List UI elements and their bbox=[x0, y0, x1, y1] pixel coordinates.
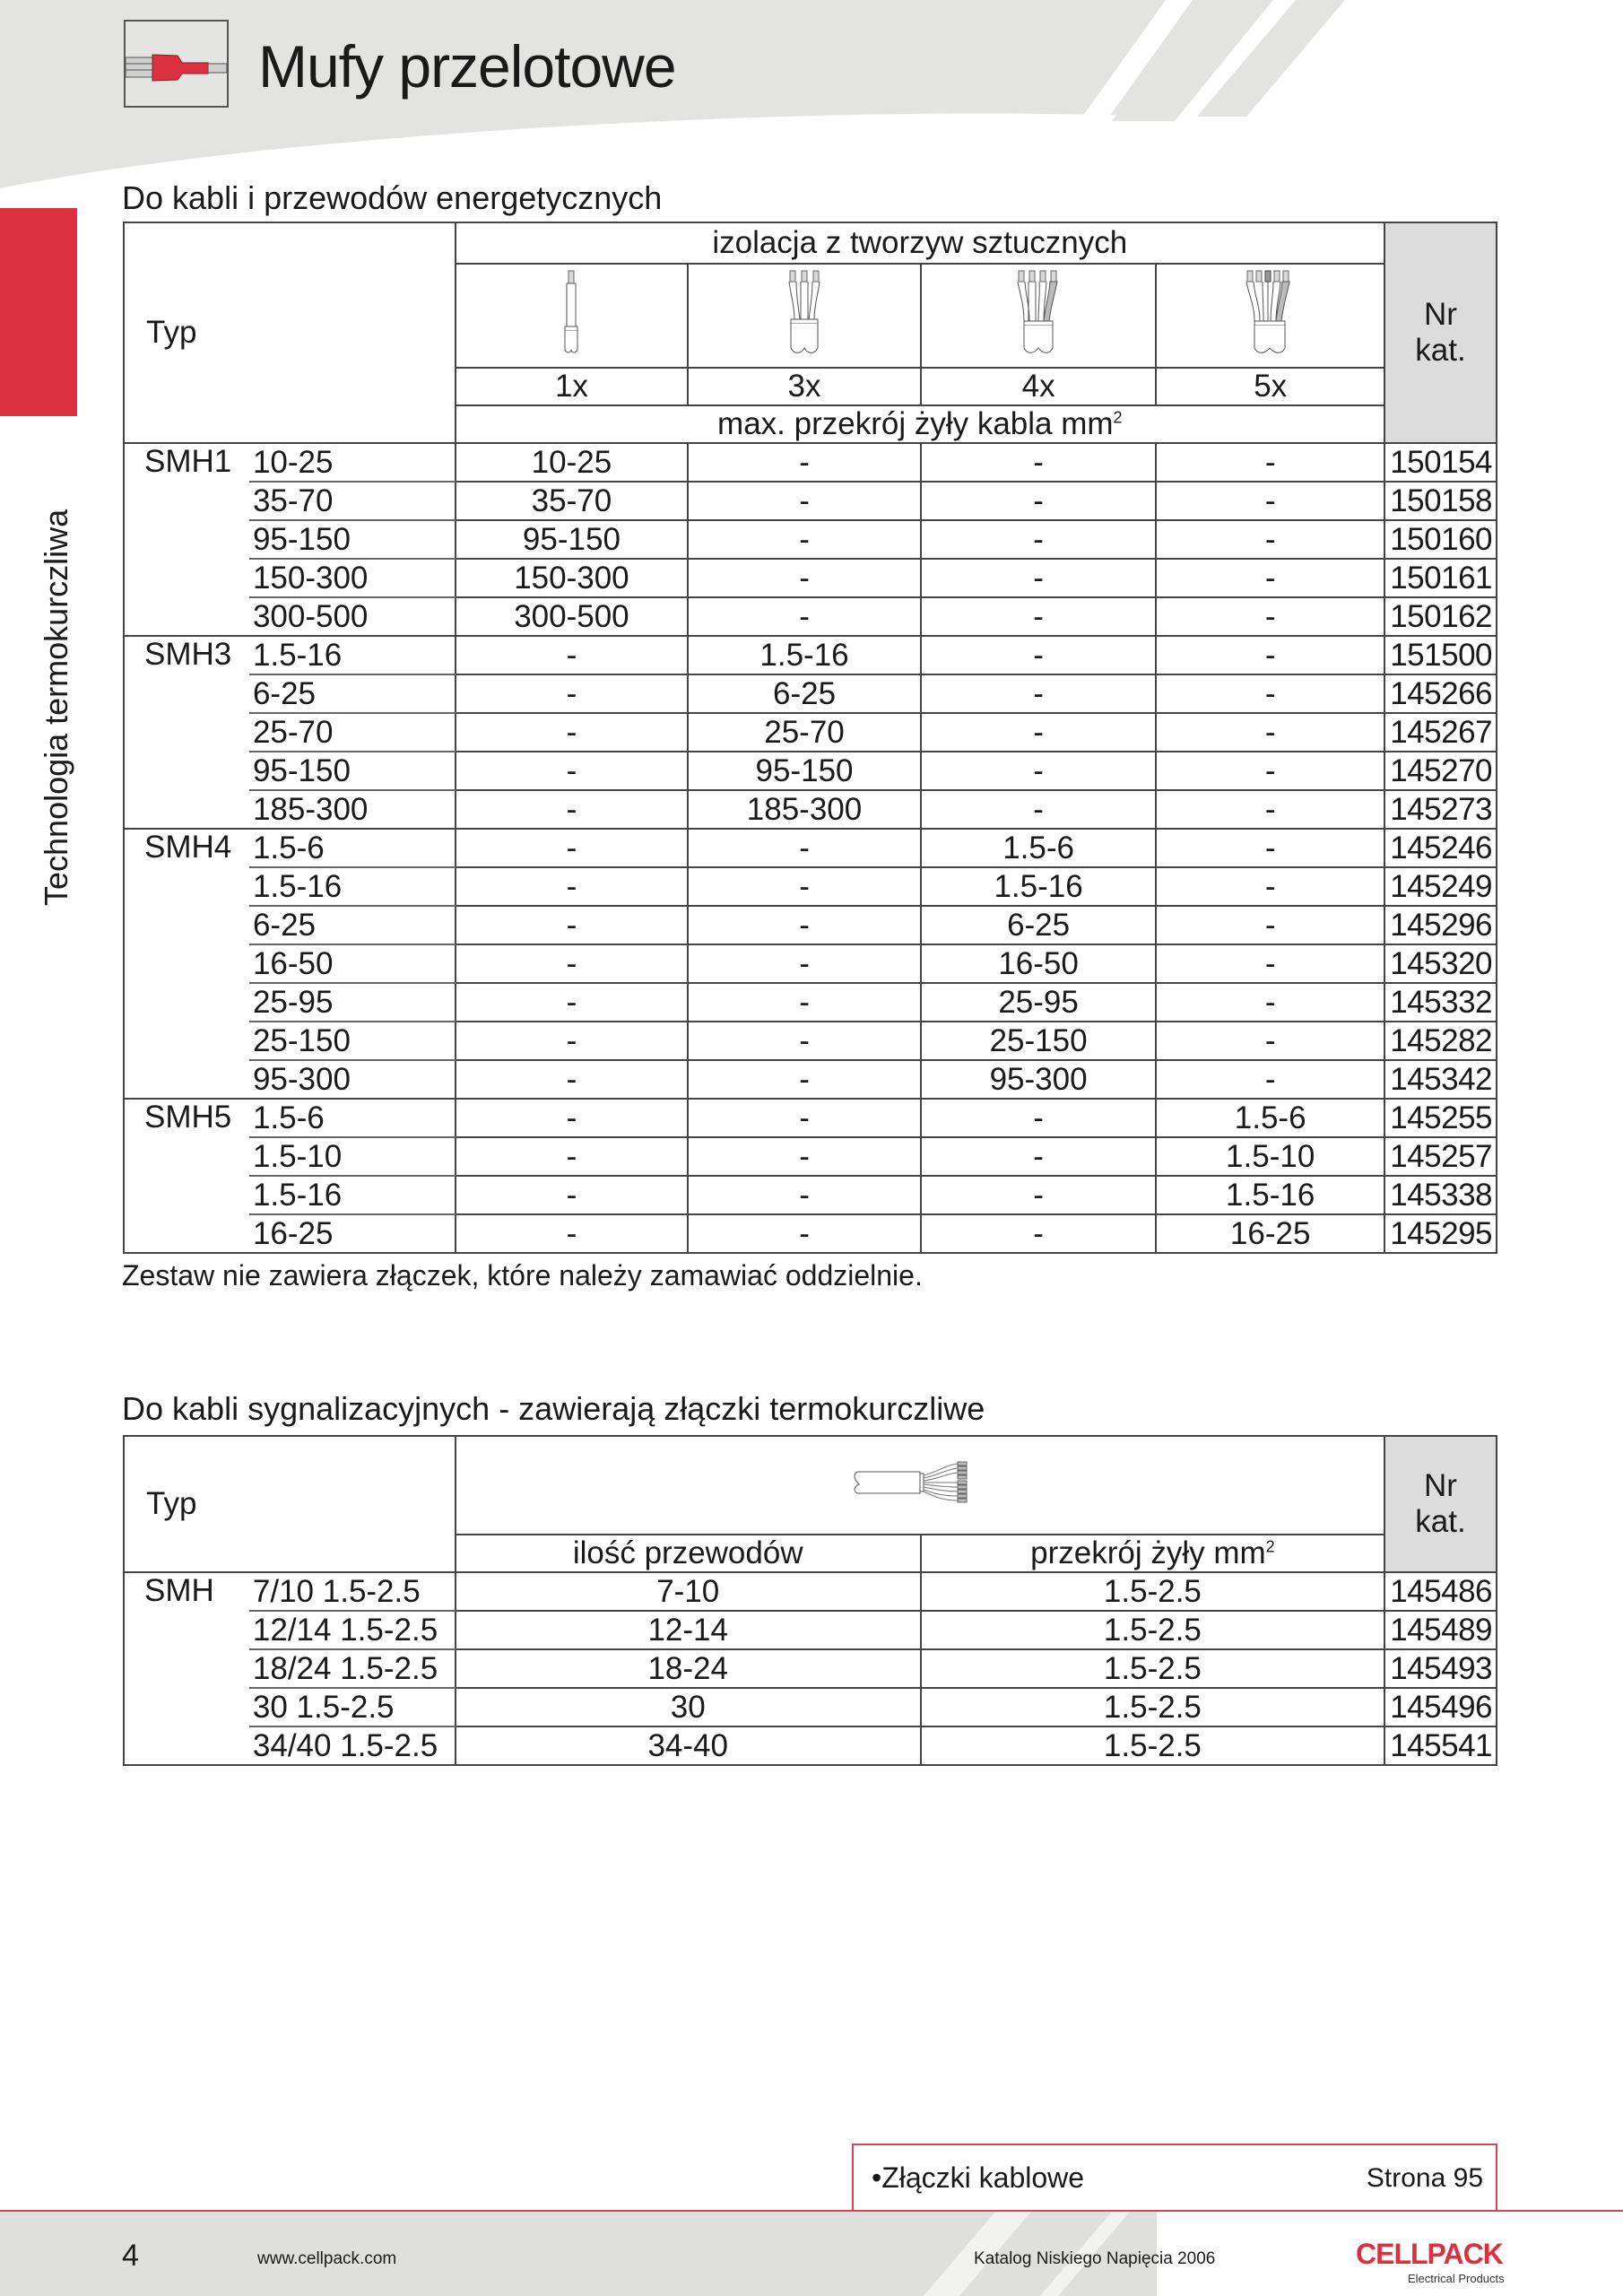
cores-1x-value: - bbox=[456, 1022, 689, 1060]
cores-3x-value: - bbox=[688, 1214, 921, 1253]
type-code bbox=[124, 752, 249, 790]
table-row bbox=[124, 520, 1497, 559]
size-range: 35-70 bbox=[249, 482, 456, 520]
catalog-number: 145332 bbox=[1384, 983, 1497, 1022]
wire-cross-section-value: 1.5-2.5 bbox=[921, 1726, 1384, 1765]
bullet-icon: • bbox=[872, 2161, 882, 2194]
size-range: 34/40 1.5-2.5 bbox=[249, 1726, 456, 1765]
page-title: Mufy przelotowe bbox=[258, 33, 676, 100]
typ-header-label: Typ bbox=[146, 315, 197, 350]
catalog-number: 150160 bbox=[1384, 520, 1497, 559]
type-code bbox=[124, 906, 249, 944]
cores-3x-value: - bbox=[688, 906, 921, 944]
cores-3x-value: - bbox=[688, 482, 921, 520]
cores-5x-value: - bbox=[1156, 1060, 1384, 1099]
catalog-number: 151500 bbox=[1384, 636, 1497, 674]
cores-3x-value: - bbox=[688, 559, 921, 597]
cores-3x-value: 185-300 bbox=[688, 790, 921, 829]
cores-3x-value: - bbox=[688, 944, 921, 983]
size-range: 25-95 bbox=[249, 983, 456, 1022]
cores-4x-value: - bbox=[921, 482, 1157, 520]
table-row bbox=[124, 906, 1497, 944]
cores-5x-value: - bbox=[1156, 482, 1384, 520]
size-range: 16-50 bbox=[249, 944, 456, 983]
table-row bbox=[124, 944, 1497, 983]
type-code bbox=[124, 944, 249, 983]
nr-kat-line2: kat. bbox=[1415, 333, 1466, 368]
wire-cross-section-value: 1.5-2.5 bbox=[921, 1688, 1384, 1726]
cores-3x-value: 95-150 bbox=[688, 752, 921, 790]
cores-5x-value: - bbox=[1156, 867, 1384, 906]
multicore-signal-cable-icon bbox=[456, 1436, 1384, 1535]
type-code: SMH5 bbox=[124, 1099, 249, 1137]
type-code bbox=[124, 713, 249, 752]
cores-1x-value: 300-500 bbox=[456, 597, 689, 636]
cores-3x-value: - bbox=[688, 829, 921, 867]
cores-4x-value: - bbox=[921, 674, 1157, 713]
type-code bbox=[124, 559, 249, 597]
type-code bbox=[124, 674, 249, 713]
catalog-number: 145493 bbox=[1384, 1649, 1497, 1688]
cores-5x-value: - bbox=[1156, 790, 1384, 829]
table-row bbox=[124, 674, 1497, 713]
table-row bbox=[124, 752, 1497, 790]
wire-count-value: 34-40 bbox=[456, 1726, 921, 1765]
cores-4x-value: 1.5-6 bbox=[921, 829, 1157, 867]
catalog-number: 150161 bbox=[1384, 559, 1497, 597]
size-range: 95-150 bbox=[249, 520, 456, 559]
table-row bbox=[124, 482, 1497, 520]
cores-1x-value: - bbox=[456, 713, 689, 752]
type-code bbox=[124, 1022, 249, 1060]
cores-4x-value: - bbox=[921, 636, 1157, 674]
cores-4x-value: - bbox=[921, 1137, 1157, 1176]
cores-5x-value: - bbox=[1156, 906, 1384, 944]
table-row bbox=[124, 1176, 1497, 1214]
cores-1x-value: - bbox=[456, 636, 689, 674]
cores-1x-value: - bbox=[456, 944, 689, 983]
cores-5x-value: - bbox=[1156, 636, 1384, 674]
cores-1x-value: - bbox=[456, 674, 689, 713]
cross-section-header bbox=[456, 405, 1384, 443]
cores-3x-value: - bbox=[688, 597, 921, 636]
wire-count-header: ilość przewodów bbox=[456, 1535, 921, 1572]
catalog-number: 145295 bbox=[1384, 1214, 1497, 1253]
catalog-number: 145541 bbox=[1384, 1726, 1497, 1765]
wire-cross-section-sup: 2 bbox=[1265, 1537, 1275, 1556]
logo-tagline: Electrical Products bbox=[1408, 2272, 1505, 2285]
cores-3x-value: 1.5-16 bbox=[688, 636, 921, 674]
cores-3x-value: - bbox=[688, 1099, 921, 1137]
cores-5x-value: - bbox=[1156, 944, 1384, 983]
cores-3x-value: - bbox=[688, 983, 921, 1022]
cores-4x-value: - bbox=[921, 597, 1157, 636]
cores-5x-value: - bbox=[1156, 597, 1384, 636]
nr-kat-line1: Nr bbox=[1424, 1468, 1457, 1503]
cores-3x-value: - bbox=[688, 443, 921, 482]
cores-3x-value: - bbox=[688, 1022, 921, 1060]
typ-header bbox=[124, 222, 456, 443]
size-range: 25-70 bbox=[249, 713, 456, 752]
type-code bbox=[124, 983, 249, 1022]
size-range: 18/24 1.5-2.5 bbox=[249, 1649, 456, 1688]
cross-reference-label[interactable] bbox=[872, 2161, 1084, 2195]
cores-4x-value: - bbox=[921, 559, 1157, 597]
size-range: 300-500 bbox=[249, 597, 456, 636]
catalog-number: 145266 bbox=[1384, 674, 1497, 713]
wire-cross-section-header bbox=[921, 1535, 1384, 1572]
cores-5x-value: - bbox=[1156, 1022, 1384, 1060]
cores-3x-value: - bbox=[688, 1176, 921, 1214]
cores-4x-value: 6-25 bbox=[921, 906, 1157, 944]
type-code: SMH bbox=[124, 1572, 249, 1611]
size-range: 7/10 1.5-2.5 bbox=[249, 1572, 456, 1611]
type-code bbox=[124, 1060, 249, 1099]
size-range: 1.5-16 bbox=[249, 636, 456, 674]
type-code bbox=[124, 790, 249, 829]
cores-4x-value: 25-95 bbox=[921, 983, 1157, 1022]
cores-1x-value: - bbox=[456, 829, 689, 867]
size-range: 25-150 bbox=[249, 1022, 456, 1060]
type-code bbox=[124, 1214, 249, 1253]
cores-1x-value: - bbox=[456, 790, 689, 829]
cellpack-logo: CELLPACK bbox=[1356, 2238, 1503, 2270]
cores-4x-value: 1.5-16 bbox=[921, 867, 1157, 906]
size-range: 95-300 bbox=[249, 1060, 456, 1099]
cores-5x-value: - bbox=[1156, 983, 1384, 1022]
type-code bbox=[124, 520, 249, 559]
nr-kat-header bbox=[1384, 222, 1497, 443]
cores-1x-value: 95-150 bbox=[456, 520, 689, 559]
cores-1x-value: - bbox=[456, 1099, 689, 1137]
cores-3x-value: - bbox=[688, 867, 921, 906]
size-range: 1.5-6 bbox=[249, 1099, 456, 1137]
catalog-number: 150158 bbox=[1384, 482, 1497, 520]
nr-kat-line1: Nr bbox=[1424, 297, 1457, 332]
cores-1x-value: - bbox=[456, 1137, 689, 1176]
cores-5x-value: - bbox=[1156, 520, 1384, 559]
catalog-number: 145496 bbox=[1384, 1688, 1497, 1726]
cores-4x-value: 25-150 bbox=[921, 1022, 1157, 1060]
cores-4x-value: - bbox=[921, 443, 1157, 482]
wire-cross-section-value: 1.5-2.5 bbox=[921, 1649, 1384, 1688]
size-range: 30 1.5-2.5 bbox=[249, 1688, 456, 1726]
three-core-cable-icon bbox=[688, 264, 921, 368]
cores-5x-value: - bbox=[1156, 829, 1384, 867]
section-power-cables-title: Do kabli i przewodów energetycznych bbox=[122, 179, 663, 216]
wire-count-value: 30 bbox=[456, 1688, 921, 1726]
size-range: 6-25 bbox=[249, 906, 456, 944]
catalog-number: 145342 bbox=[1384, 1060, 1497, 1099]
table-row bbox=[124, 1688, 1497, 1726]
catalog-number: 145273 bbox=[1384, 790, 1497, 829]
type-code: SMH4 bbox=[124, 829, 249, 867]
catalog-number: 145249 bbox=[1384, 867, 1497, 906]
wire-cross-section-label: przekrój żyły mm bbox=[1030, 1535, 1266, 1570]
table-row bbox=[124, 713, 1497, 752]
power-cable-joints-table bbox=[123, 222, 1497, 1254]
table-row bbox=[124, 1214, 1497, 1253]
cores-1x-header: 1x bbox=[456, 368, 689, 405]
size-range: 1.5-16 bbox=[249, 867, 456, 906]
signal-cable-joints-table bbox=[123, 1435, 1497, 1766]
cores-3x-value: - bbox=[688, 520, 921, 559]
cross-reference-page[interactable]: Strona 95 bbox=[1366, 2163, 1483, 2193]
typ-header-label: Typ bbox=[146, 1486, 197, 1521]
cores-1x-value: 35-70 bbox=[456, 482, 689, 520]
cores-5x-value: 1.5-10 bbox=[1156, 1137, 1384, 1176]
cores-4x-value: - bbox=[921, 1176, 1157, 1214]
category-label: Technologia termokurczliwa bbox=[38, 509, 74, 906]
cores-4x-value: - bbox=[921, 1214, 1157, 1253]
nr-kat-header bbox=[1384, 1436, 1497, 1572]
typ-header bbox=[124, 1436, 456, 1572]
cores-3x-value: 25-70 bbox=[688, 713, 921, 752]
footnote: Zestaw nie zawiera złączek, które należy zamawiać oddzielnie. bbox=[122, 1259, 923, 1292]
cores-4x-value: - bbox=[921, 752, 1157, 790]
size-range: 150-300 bbox=[249, 559, 456, 597]
catalog-number: 150154 bbox=[1384, 443, 1497, 482]
type-code bbox=[124, 1137, 249, 1176]
size-range: 10-25 bbox=[249, 443, 456, 482]
cores-4x-value: - bbox=[921, 713, 1157, 752]
table-row bbox=[124, 1726, 1497, 1765]
website-link[interactable]: www.cellpack.com bbox=[257, 2249, 397, 2268]
cores-4x-header: 4x bbox=[921, 368, 1157, 405]
type-code bbox=[124, 1611, 249, 1649]
catalog-number: 145320 bbox=[1384, 944, 1497, 983]
cores-5x-value: 1.5-16 bbox=[1156, 1176, 1384, 1214]
heat-shrink-connector-icon bbox=[124, 20, 229, 108]
cores-4x-value: - bbox=[921, 1099, 1157, 1137]
type-code bbox=[124, 1649, 249, 1688]
size-range: 16-25 bbox=[249, 1214, 456, 1253]
insulation-header: izolacja z tworzyw sztucznych bbox=[456, 222, 1384, 264]
size-range: 95-150 bbox=[249, 752, 456, 790]
cores-5x-value: 1.5-6 bbox=[1156, 1099, 1384, 1137]
page-number: 4 bbox=[122, 2239, 139, 2273]
table-row bbox=[124, 1137, 1497, 1176]
cores-5x-value: - bbox=[1156, 713, 1384, 752]
nr-kat-line2: kat. bbox=[1415, 1504, 1466, 1539]
cross-section-sup: 2 bbox=[1113, 408, 1123, 427]
cores-1x-value: - bbox=[456, 983, 689, 1022]
catalog-number: 145486 bbox=[1384, 1572, 1497, 1611]
cores-5x-value: - bbox=[1156, 752, 1384, 790]
wire-count-value: 12-14 bbox=[456, 1611, 921, 1649]
size-range: 6-25 bbox=[249, 674, 456, 713]
cores-4x-value: 95-300 bbox=[921, 1060, 1157, 1099]
cores-1x-value: - bbox=[456, 867, 689, 906]
cores-5x-value: 16-25 bbox=[1156, 1214, 1384, 1253]
cores-3x-header: 3x bbox=[688, 368, 921, 405]
type-code bbox=[124, 867, 249, 906]
section-signal-cables-title: Do kabli sygnalizacyjnych - zawierają złączki termokurczliwe bbox=[122, 1390, 985, 1427]
cores-4x-value: - bbox=[921, 790, 1157, 829]
size-range: 1.5-10 bbox=[249, 1137, 456, 1176]
cores-4x-value: - bbox=[921, 520, 1157, 559]
size-range: 12/14 1.5-2.5 bbox=[249, 1611, 456, 1649]
cores-1x-value: - bbox=[456, 906, 689, 944]
catalog-number: 150162 bbox=[1384, 597, 1497, 636]
cores-4x-value: 16-50 bbox=[921, 944, 1157, 983]
cores-1x-value: - bbox=[456, 752, 689, 790]
table-row bbox=[124, 1572, 1497, 1611]
cores-1x-value: - bbox=[456, 1176, 689, 1214]
cores-3x-value: 6-25 bbox=[688, 674, 921, 713]
table-row bbox=[124, 867, 1497, 906]
cores-1x-value: 150-300 bbox=[456, 559, 689, 597]
cross-section-label: max. przekrój żyły kabla mm bbox=[717, 406, 1114, 441]
wire-cross-section-value: 1.5-2.5 bbox=[921, 1572, 1384, 1611]
cores-1x-value: - bbox=[456, 1214, 689, 1253]
table-row bbox=[124, 636, 1497, 674]
type-code: SMH3 bbox=[124, 636, 249, 674]
wire-count-value: 18-24 bbox=[456, 1649, 921, 1688]
cores-3x-value: - bbox=[688, 1137, 921, 1176]
catalog-number: 145296 bbox=[1384, 906, 1497, 944]
wire-count-value: 7-10 bbox=[456, 1572, 921, 1611]
type-code bbox=[124, 482, 249, 520]
catalog-number: 145267 bbox=[1384, 713, 1497, 752]
cross-reference-text: Złączki kablowe bbox=[881, 2161, 1085, 2194]
catalog-number: 145282 bbox=[1384, 1022, 1497, 1060]
cores-5x-value: - bbox=[1156, 443, 1384, 482]
cross-reference-box[interactable] bbox=[852, 2144, 1497, 2210]
cores-5x-value: - bbox=[1156, 674, 1384, 713]
wire-cross-section-value: 1.5-2.5 bbox=[921, 1611, 1384, 1649]
table-row bbox=[124, 790, 1497, 829]
cores-3x-value: - bbox=[688, 1060, 921, 1099]
table-row bbox=[124, 829, 1497, 867]
table-row bbox=[124, 559, 1497, 597]
cores-5x-value: - bbox=[1156, 559, 1384, 597]
catalog-number: 145489 bbox=[1384, 1611, 1497, 1649]
table-row bbox=[124, 1649, 1497, 1688]
catalog-number: 145255 bbox=[1384, 1099, 1497, 1137]
type-code bbox=[124, 1726, 249, 1765]
catalog-number: 145270 bbox=[1384, 752, 1497, 790]
size-range: 1.5-6 bbox=[249, 829, 456, 867]
catalog-number: 145246 bbox=[1384, 829, 1497, 867]
four-core-cable-icon bbox=[921, 264, 1157, 368]
table-row bbox=[124, 597, 1497, 636]
type-code bbox=[124, 597, 249, 636]
five-core-cable-icon bbox=[1156, 264, 1384, 368]
table-row bbox=[124, 983, 1497, 1022]
catalog-title: Katalog Niskiego Napięcia 2006 bbox=[974, 2249, 1216, 2268]
table-row bbox=[124, 443, 1497, 482]
table-row bbox=[124, 1611, 1497, 1649]
category-tab-marker bbox=[0, 208, 77, 416]
table-row bbox=[124, 1060, 1497, 1099]
size-range: 185-300 bbox=[249, 790, 456, 829]
catalog-number: 145338 bbox=[1384, 1176, 1497, 1214]
cores-1x-value: 10-25 bbox=[456, 443, 689, 482]
catalog-number: 145257 bbox=[1384, 1137, 1497, 1176]
table-row bbox=[124, 1099, 1497, 1137]
table-row bbox=[124, 1022, 1497, 1060]
single-core-cable-icon bbox=[456, 264, 689, 368]
type-code: SMH1 bbox=[124, 443, 249, 482]
type-code bbox=[124, 1688, 249, 1726]
cores-5x-header: 5x bbox=[1156, 368, 1384, 405]
cores-1x-value: - bbox=[456, 1060, 689, 1099]
size-range: 1.5-16 bbox=[249, 1176, 456, 1214]
type-code bbox=[124, 1176, 249, 1214]
